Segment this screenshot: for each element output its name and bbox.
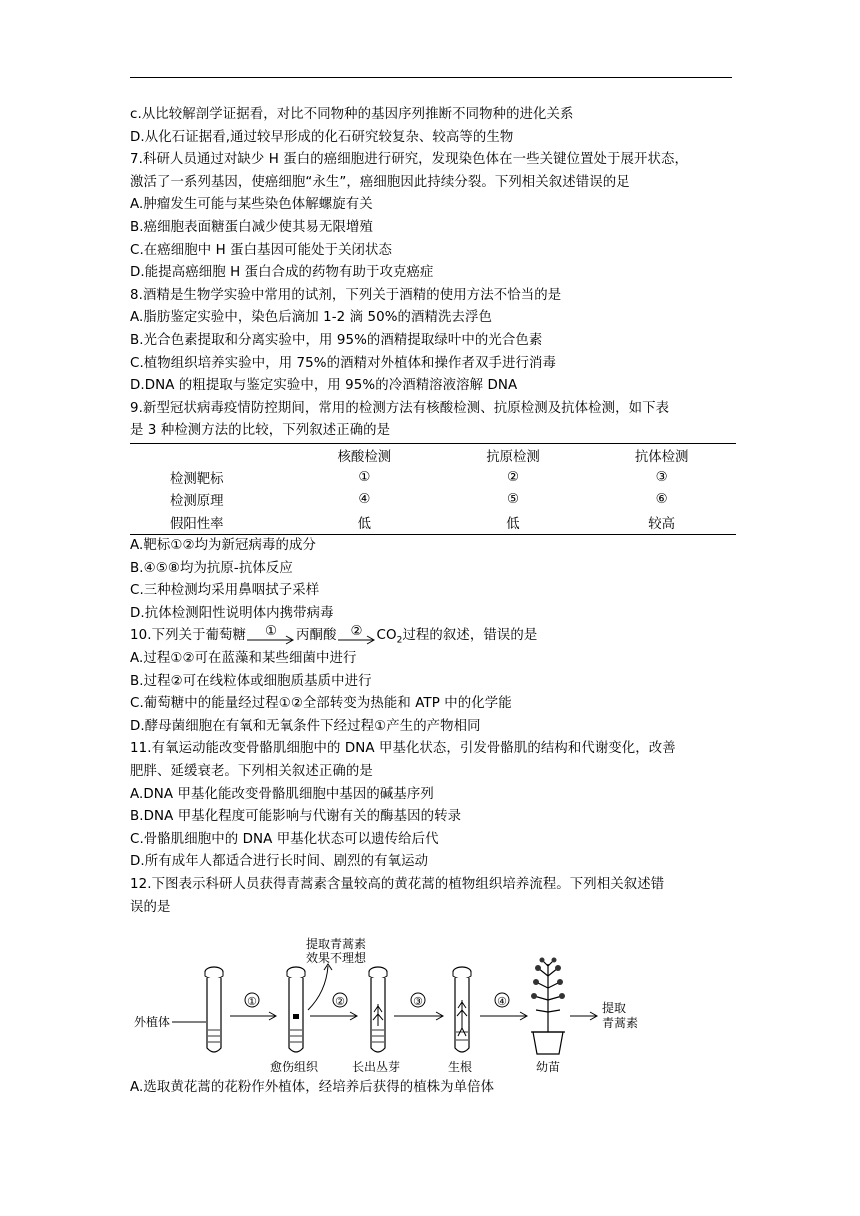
question-9-stem: 是 3 种检测方法的比较，下列叙述正确的是 bbox=[130, 423, 391, 439]
text-line: D.从化石证据看,通过较早形成的化石研究较复杂、较高等的生物 bbox=[130, 129, 514, 145]
callus-label: 愈伤组织 bbox=[270, 1060, 319, 1074]
option-a: A.DNA 甲基化能改变骨骼肌细胞中基因的碱基序列 bbox=[130, 786, 434, 802]
table-cell: 抗原检测 bbox=[486, 449, 540, 465]
table-cell: 抗体检测 bbox=[634, 449, 689, 465]
extract-label-2: 青蒿素 bbox=[602, 1016, 639, 1030]
table-row bbox=[130, 511, 736, 534]
question-8-stem: 8.酒精是生物学实验中常用的试剂，下列关于酒精的使用方法不恰当的是 bbox=[130, 287, 562, 303]
q10-product: CO bbox=[376, 628, 397, 644]
note-label-2: 效果不理想 bbox=[306, 951, 367, 965]
step-label: ② bbox=[350, 624, 363, 640]
seedling-label: 幼苗 bbox=[536, 1060, 561, 1074]
question-11-stem: 11.有氧运动能改变骨骼肌细胞中的 DNA 甲基化状态，引发骨骼肌的结构和代谢变化，改善 bbox=[130, 741, 676, 757]
q10-subscript: 2 bbox=[396, 636, 403, 647]
option-a: A.靶标①②均为新冠病毒的成分 bbox=[130, 538, 316, 553]
option-b: B.④⑤⑧均为抗原-抗体反应 bbox=[130, 560, 293, 576]
table-cell: ⑤ bbox=[506, 492, 519, 508]
question-12-stem: 误的是 bbox=[130, 899, 171, 915]
option-d: D.能提高癌细胞 H 蛋白合成的药物有助于攻克癌症 bbox=[130, 265, 434, 281]
table-cell: 低 bbox=[506, 516, 520, 532]
text-block-mid bbox=[130, 535, 740, 919]
reaction-arrow-1 bbox=[246, 625, 296, 648]
reaction-arrow-2 bbox=[337, 625, 377, 648]
test-tube-4 bbox=[453, 967, 471, 1052]
text-line: c.从比较解剖学证据看，对比不同物种的基因序列推断不同物种的进化关系 bbox=[130, 107, 574, 122]
table-row bbox=[130, 466, 736, 488]
table-cell: ② bbox=[506, 470, 519, 486]
option-b: B.癌细胞表面糖蛋白减少使其易无限增殖 bbox=[130, 219, 373, 235]
table-cell: ① bbox=[358, 470, 371, 486]
explant-label: 外植体 bbox=[134, 1015, 171, 1029]
step-label: ② bbox=[335, 995, 345, 1008]
option-b: B.光合色素提取和分离实验中，用 95%的酒精提取绿叶中的光合色素 bbox=[130, 332, 543, 348]
question-7-stem: 7.科研人员通过对缺少 H 蛋白的癌细胞进行研究，发现染色体在一些关键位置处于展开状态， bbox=[130, 152, 688, 168]
arrow-right-icon bbox=[246, 635, 296, 645]
question-11-stem: 肥胖、延缓衰老。下列相关叙述正确的是 bbox=[130, 763, 373, 779]
text-block-top bbox=[130, 104, 740, 443]
table-cell: 检测原理 bbox=[170, 494, 224, 510]
header-rule bbox=[130, 77, 732, 78]
option-d: D.DNA 的粗提取与鉴定实验中，用 95%的冷酒精溶液溶解 DNA bbox=[130, 378, 518, 394]
q10-mid: 丙酮酸 bbox=[296, 628, 337, 644]
option-d: D.酵母菌细胞在有氧和无氧条件下经过程①产生的产物相同 bbox=[130, 718, 481, 734]
step-label: ③ bbox=[413, 995, 423, 1008]
test-tube-1 bbox=[205, 967, 223, 1052]
tissue-culture-figure bbox=[130, 936, 650, 1076]
text-block-bottom bbox=[130, 1077, 740, 1100]
extract-label-1: 提取 bbox=[602, 1001, 627, 1015]
table-cell: 较高 bbox=[648, 516, 676, 532]
step-label: ① bbox=[264, 624, 278, 640]
option-d: D.抗体检测阳性说明体内携带病毒 bbox=[130, 605, 334, 621]
comparison-table bbox=[130, 443, 736, 535]
roots-label: 生根 bbox=[448, 1060, 473, 1074]
question-7-stem: 激活了一系列基因，使癌细胞“永生”，癌细胞因此持续分裂。下列相关叙述错误的足 bbox=[130, 174, 630, 190]
note-label-1: 提取青蒿素 bbox=[306, 937, 367, 951]
option-b: B.过程②可在线粒体或细胞质基质中进行 bbox=[130, 673, 372, 689]
option-d: D.所有成年人都适合进行长时间、剧烈的有氧运动 bbox=[130, 854, 429, 870]
option-b: B.DNA 甲基化程度可能影响与代谢有关的酶基因的转录 bbox=[130, 809, 462, 825]
table-header-row bbox=[130, 444, 736, 467]
curved-arrow-icon bbox=[308, 966, 328, 1010]
table-cell: 核酸检测 bbox=[337, 449, 392, 465]
shoots-label: 长出丛芽 bbox=[352, 1060, 401, 1074]
option-a: A.选取黄花蒿的花粉作外植体，经培养后获得的植株为单倍体 bbox=[130, 1080, 495, 1095]
seedling-pot bbox=[531, 958, 565, 1055]
option-c: C.植物组织培养实验中，用 75%的酒精对外植体和操作者双手进行消毒 bbox=[130, 355, 556, 371]
question-9-stem: 9.新型冠状病毒疫情防控期间，常用的检测方法有核酸检测、抗原检测及抗体检测，如下表 bbox=[130, 400, 670, 416]
table-row bbox=[130, 489, 736, 511]
option-c: C.在癌细胞中 H 蛋白基因可能处于关闭状态 bbox=[130, 242, 393, 258]
table-cell: ④ bbox=[358, 492, 371, 508]
table-cell: 假阳性率 bbox=[170, 516, 224, 532]
q10-prefix: 10.下列关于葡萄糖 bbox=[130, 628, 247, 644]
table-cell: ③ bbox=[655, 470, 668, 486]
option-a: A.脂肪鉴定实验中，染色后滴加 1-2 滴 50%的酒精洗去浮色 bbox=[130, 310, 492, 326]
option-c: C.骨骼肌细胞中的 DNA 甲基化状态可以遗传给后代 bbox=[130, 831, 439, 847]
option-a: A.过程①②可在蓝藻和某些细菌中进行 bbox=[130, 650, 357, 666]
table-cell bbox=[130, 444, 290, 467]
step-label: ① bbox=[247, 995, 257, 1008]
test-tube-2 bbox=[287, 967, 305, 1052]
option-c: C.葡萄糖中的能量经过程①②全部转变为热能和 ATP 中的化学能 bbox=[130, 696, 512, 712]
table-cell: ⑥ bbox=[655, 492, 668, 508]
step-label: ④ bbox=[497, 995, 507, 1008]
option-c: C.三种检测均采用鼻咽拭子采样 bbox=[130, 583, 320, 599]
table-cell: 低 bbox=[357, 516, 372, 532]
q10-suffix: 过程的叙述，错误的是 bbox=[402, 628, 538, 644]
test-tube-3 bbox=[369, 967, 387, 1052]
table-cell: 检测靶标 bbox=[170, 472, 224, 488]
question-10-stem bbox=[130, 625, 740, 648]
option-a: A.肿瘤发生可能与某些染色体解螺旋有关 bbox=[130, 197, 373, 213]
question-12-stem: 12.下图表示科研人员获得青蒿素含量较高的黄花蒿的植物组织培养流程。下列相关叙述错 bbox=[130, 876, 665, 892]
arrow-right-icon bbox=[337, 635, 377, 645]
